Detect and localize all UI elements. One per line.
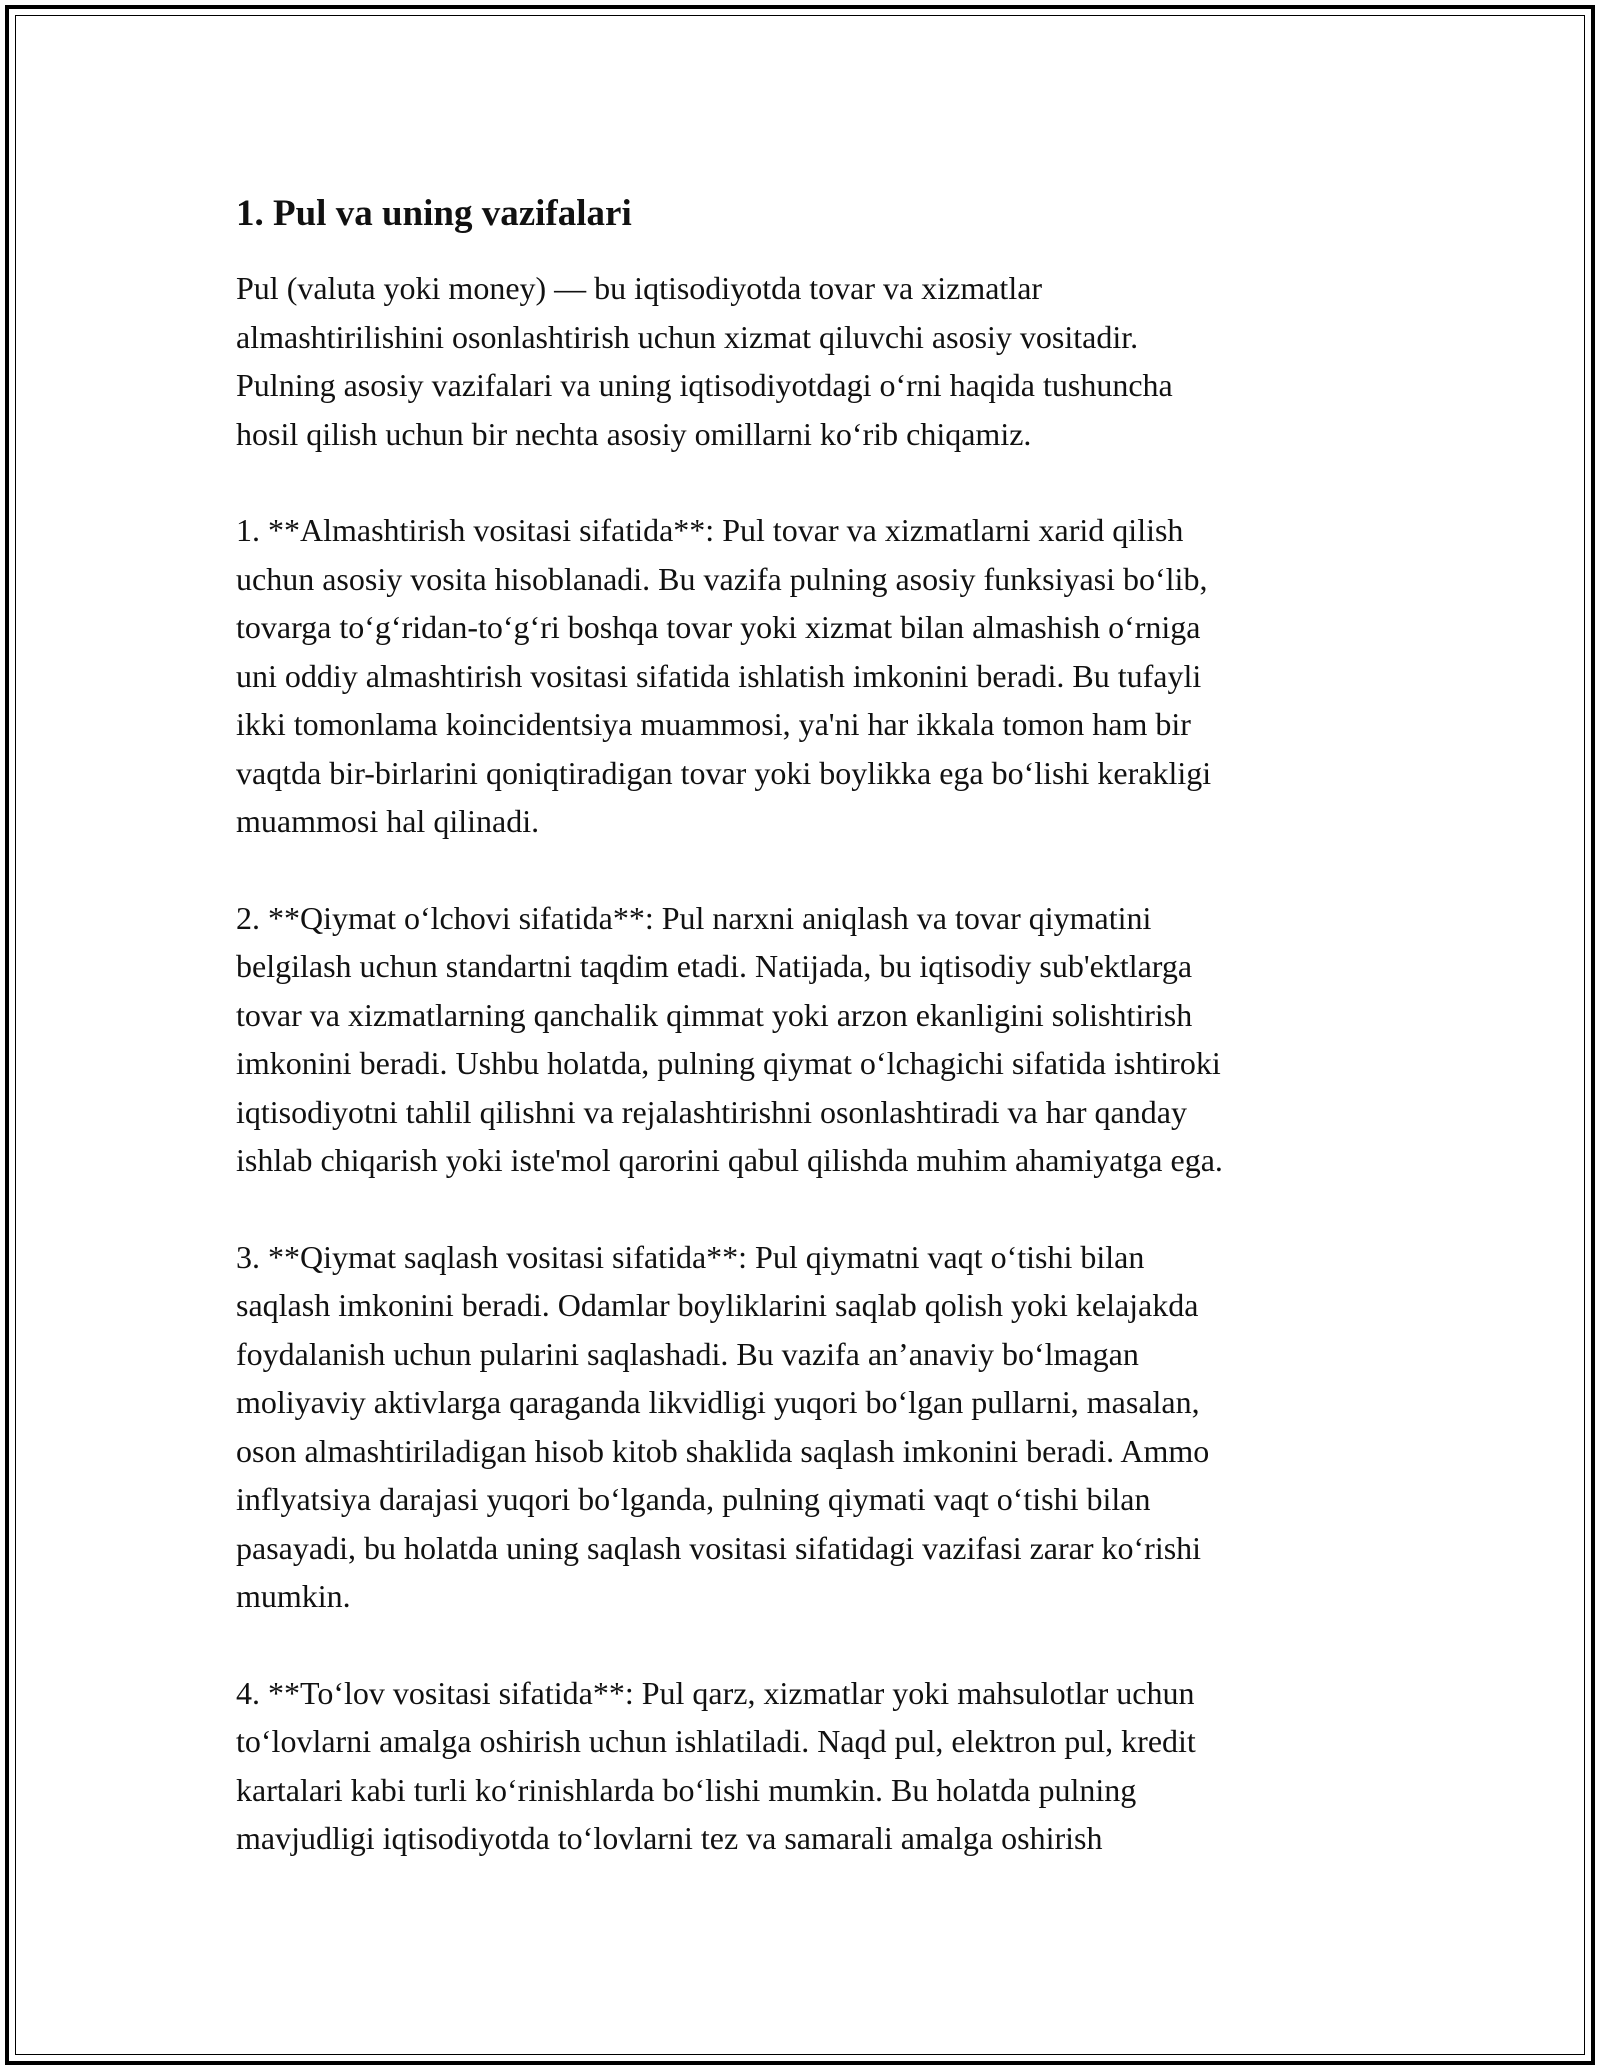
- text-line: hosil qilish uchun bir nechta asosiy omillarni ko‘rib chiqamiz.: [236, 415, 1032, 452]
- text-line: vaqtda bir-birlarini qoniqtiradigan tovar yoki boylikka ega bo‘lishi kerakligi: [236, 754, 1212, 791]
- text-line: 4. **To‘lov vositasi sifatida**: Pul qarz, xizmatlar yoki mahsulotlar uchun: [236, 1674, 1195, 1711]
- paragraph-store-of-value: [236, 1233, 1376, 1621]
- text-line: ishlab chiqarish yoki iste'mol qarorini qabul qilishda muhim ahamiyatga ega.: [236, 1142, 1223, 1178]
- paragraph-exchange-medium: [236, 506, 1376, 846]
- text-line: moliyaviy aktivlarga qaraganda likvidligi yuqori bo‘lgan pullarni, masalan,: [236, 1384, 1200, 1420]
- text-line: mavjudligi iqtisodiyotda to‘lovlarni tez va samarali amalga oshirish: [236, 1820, 1103, 1856]
- section-heading: 1. Pul va uning vazifalari: [236, 193, 632, 234]
- text-line: foydalanish uchun pularini saqlashadi. Bu vazifa an’anaviy bo‘lmagan: [236, 1335, 1139, 1372]
- text-line: ikki tomonlama koincidentsiya muammosi, ya'ni har ikkala tomon ham bir: [236, 706, 1191, 742]
- text-line: oson almashtiriladigan hisob kitob shaklida saqlash imkonini beradi. Ammo: [236, 1432, 1210, 1469]
- paragraph-means-of-payment: [236, 1669, 1376, 1863]
- text-line: pasayadi, bu holatda uning saqlash vositasi sifatidagi vazifasi zarar ko‘rishi: [236, 1529, 1202, 1566]
- text-line: Pul (valuta yoki money) — bu iqtisodiyotda tovar va xizmatlar: [236, 270, 1043, 306]
- text-line: to‘lovlarni amalga oshirish uchun ishlatiladi. Naqd pul, elektron pul, kredit: [236, 1723, 1196, 1759]
- text-line: tovarga to‘g‘ridan-to‘g‘ri boshqa tovar yoki xizmat bilan almashish o‘rniga: [236, 609, 1201, 645]
- text-line: mumkin.: [236, 1578, 351, 1614]
- text-line: inflyatsiya darajasi yuqori bo‘lganda, pulning qiymati vaqt o‘tishi bilan: [236, 1481, 1151, 1517]
- paragraph-measure-of-value: [236, 894, 1376, 1185]
- document-body: [236, 190, 1376, 1863]
- text-line: iqtisodiyotni tahlil qilishni va rejalashtirishni osonlashtiradi va har qanday: [236, 1093, 1187, 1130]
- text-line: 1. **Almashtirish vositasi sifatida**: Pul tovar va xizmatlarni xarid qilish: [236, 512, 1184, 548]
- text-line: uni oddiy almashtirish vositasi sifatida ishlatish imkonini beradi. Bu tufayli: [236, 657, 1202, 694]
- paragraph-intro: [236, 264, 1376, 458]
- text-line: uchun asosiy vosita hisoblanadi. Bu vazifa pulning asosiy funksiyasi bo‘lib,: [236, 560, 1208, 597]
- text-line: Pulning asosiy vazifalari va uning iqtisodiyotdagi o‘rni haqida tushuncha: [236, 367, 1173, 403]
- text-line: imkonini beradi. Ushbu holatda, pulning qiymat o‘lchagichi sifatida ishtiroki: [236, 1045, 1221, 1081]
- text-line: saqlash imkonini beradi. Odamlar boyliklarini saqlab qolish yoki kelajakda: [236, 1287, 1199, 1323]
- text-line: 2. **Qiymat o‘lchovi sifatida**: Pul narxni aniqlash va tovar qiymatini: [236, 899, 1152, 936]
- text-line: kartalari kabi turli ko‘rinishlarda bo‘lishi mumkin. Bu holatda pulning: [236, 1771, 1137, 1808]
- text-line: muammosi hal qilinadi.: [236, 803, 540, 839]
- text-line: tovar va xizmatlarning qanchalik qimmat yoki arzon ekanligini solishtirish: [236, 996, 1193, 1033]
- text-line: belgilash uchun standartni taqdim etadi. Natijada, bu iqtisodiy sub'ektlarga: [236, 948, 1193, 984]
- text-line: almashtirilishini osonlashtirish uchun xizmat qiluvchi asosiy vositadir.: [236, 318, 1139, 355]
- text-line: 3. **Qiymat saqlash vositasi sifatida**: Pul qiymatni vaqt o‘tishi bilan: [236, 1238, 1145, 1275]
